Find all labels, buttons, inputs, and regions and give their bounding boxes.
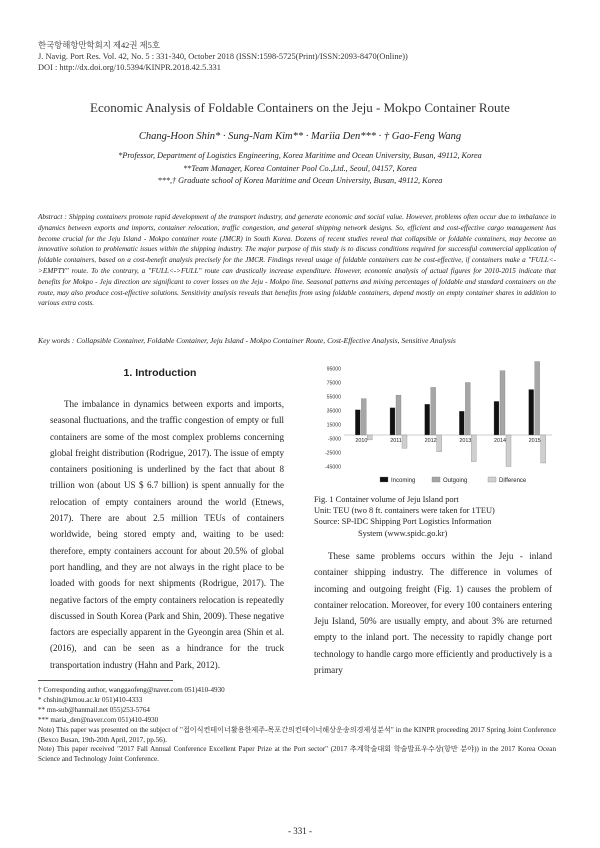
- affiliation-3: ***,† Graduate school of Korea Maritime and Ocean University, Busan, 49112, Korea: [157, 176, 443, 185]
- journal-header: [38, 40, 408, 73]
- legend-label: Outgoing: [443, 478, 468, 484]
- affiliation-1: *Professor, Department of Logistics Engineering, Korea Maritime and Ocean University, Busan, 49112, Korea: [118, 151, 482, 160]
- bar-difference: [367, 435, 372, 440]
- footnote: * chshin@kmou.ac.kr 051)410-4333: [38, 695, 143, 704]
- bar-incoming: [494, 401, 499, 435]
- y-tick-label: 75000: [326, 380, 341, 387]
- x-tick-label: 2015: [528, 438, 541, 444]
- bar-outgoing: [361, 399, 366, 435]
- legend-swatch: [432, 477, 440, 482]
- footnote: Note) This paper received "2017 Fall Annual Conference Excellent Paper Prize at the Port sector" (2017 추계학술대회 학술발표우수상(항만 분야)) in the 2017 Korea Ocean Science and Technology Joint Conference.: [38, 745, 556, 764]
- y-tick-label: -45000: [324, 464, 341, 471]
- right-column: [314, 548, 552, 678]
- bar-outgoing: [465, 383, 470, 436]
- abstract: Abstract : Shipping containers promote rapid development of the transport industry, and generate economic and social value. However, problems often occur due to imbalance in dynamics between exports and imports, container relocation, traffic congestion, and general shipping network designs. So, efficient and cost-effective cargo management has become crucial for the Jeju Island - Mokpo container route (JMCR) in South Korea. Dozens of recent studies reveal that collapsible or foldable containers, may become an innovative solution to problematic issues within the shipping industry. The major purpose of this study is to discuss conditions required for successful commercial application of foldable containers, based on a cost-benefit analysis precisely for the JMCR. Findings reveal usage of foldable containers can be cost-effective, if containers make a "FULL<->EMPTY" route. To the contrary, a "FULL<->FULL" route can drastically increase expenditure. However, economic analysis of actual figures for 2010-2015 indicate that benefits for Mokpo - Jeju direction are significant to cover losses on the Jeju - Mokpo line. Seasonal patterns and mixing percentages of foldable and standard containers on the route, may also produce cost-effective solutions. Sensitivity analysis reveals that benefits from using foldable containers, depend mostly on empty container shares in addition to various extra costs.: [38, 213, 556, 308]
- keywords: Key words : Collapsible Container, Foldable Container, Jeju Island - Mokpo Container Route, Cost-Effective Analysis, Sensitive Analysis: [38, 336, 456, 345]
- figure-unit: Unit: TEU (two 8 ft. containers were taken for 1TEU): [314, 506, 495, 516]
- bar-outgoing: [500, 371, 505, 435]
- bar-difference: [471, 435, 476, 462]
- y-tick-label: 55000: [326, 394, 341, 401]
- x-tick-label: 2013: [459, 438, 472, 444]
- footnote-rule: [38, 680, 173, 681]
- page-number: - 331 -: [288, 826, 312, 836]
- doi-link[interactable]: DOI : http://dx.doi.org/10.5394/KINPR.2018.42.5.331: [38, 63, 221, 72]
- legend-swatch: [380, 477, 388, 482]
- author-list: Chang-Hoon Shin* · Sung-Nam Kim** · Mariia Den*** · † Gao-Feng Wang: [138, 131, 462, 142]
- y-tick-label: -25000: [324, 450, 341, 457]
- figure-source-cont: System (www.spidc.go.kr): [358, 528, 448, 538]
- legend-label: Incoming: [391, 478, 416, 484]
- y-tick-label: 95000: [326, 366, 341, 373]
- footnote: ** mn-sub@hanmail.net 055)253-5764: [38, 705, 150, 714]
- affiliation-2: **Team Manager, Korea Container Pool Co.,Ltd., Seoul, 04157, Korea: [183, 163, 417, 173]
- legend-swatch: [488, 477, 496, 482]
- bar-outgoing: [396, 395, 401, 435]
- bar-difference: [541, 435, 546, 463]
- footnote: † Corresponding author, wanggaofeng@naver.com 051)410-4930: [38, 686, 225, 694]
- journal-korean: 한국항해항만학회지 제42권 제5호: [38, 41, 160, 50]
- figure-caption: Fig. 1 Container volume of Jeju Island port: [314, 495, 459, 504]
- journal-citation: J. Navig. Port Res. Vol. 42, No. 5 : 331-340, October 2018 (ISSN:1598-5725(Print)/ISSN:2093-8470(Online)): [38, 52, 408, 61]
- paragraph: These same problems occurs within the Jeju - inland container shipping industry. The difference in volumes of incoming and outgoing freight (Fig. 1) causes the problem of container relocation. Moreover, for every 100 containers entering Jeju Island, 50% are usually empty, and about 3% are returned empty to the inland port. The necessity to rapidly change port technology to handle cargo more efficiently and productively is a primary: [314, 551, 552, 676]
- figure-source: Source: SP-IDC Shipping Port Logistics Information: [314, 517, 492, 527]
- paper-title: Economic Analysis of Foldable Containers on the Jeju - Mokpo Container Route: [90, 100, 510, 115]
- left-column: [50, 396, 284, 673]
- y-tick-label: -5000: [327, 436, 341, 443]
- container-volume-chart: [310, 352, 556, 486]
- x-tick-label: 2010: [355, 438, 368, 444]
- section-title: 1. Introduction: [123, 367, 197, 379]
- footnotes: [38, 686, 556, 765]
- bar-incoming: [390, 408, 395, 435]
- x-tick-label: 2011: [390, 438, 402, 444]
- bar-difference: [437, 435, 442, 452]
- figure-caption-block: [314, 494, 495, 539]
- footnote: Note) This paper was presented on the subject of "접이식컨테이너활용한제주-목포간의컨테이너해상운송의경제성분석" in the KINPR proceeding 2017 Spring Joint Conference (Bexco Busan, 19th-20th April, 2017, pp.56).: [38, 725, 556, 744]
- paragraph: The imbalance in dynamics between exports and imports, seasonal fluctuations, and the traffic congestion of empty or full containers are some of the most complex problems concerning global freight distribution (Rodrigue, 2017). The issue of empty containers positioning is underlined by the fact that about 8 trillion won (about US $ 6.7 billion) is spent annually for the relocation of empty containers around the world (Etnews, 2017). There are about 2.5 million TEUs of containers worldwide, being stored empty and, waiting to be used: therefore, empty containers account for about 20.5% of global port handling, and they are not always in the right place to be loaded with goods for next shipments (Rodrigue, 2017). The negative factors of the empty containers relocation is repeatedly discussed in South Korea (Park and Shin, 2009). These negative factors are especially apparent in the Gyeongin area (Shin et al.(2016), and can be seen as a hindrance for the truck transportation industry (Hahn and Park, 2012).: [50, 399, 284, 670]
- legend-label: Difference: [499, 478, 527, 484]
- bar-incoming: [459, 411, 464, 435]
- bar-incoming: [529, 390, 534, 436]
- bar-incoming: [425, 404, 430, 435]
- x-tick-label: 2012: [424, 438, 437, 444]
- x-tick-label: 2014: [494, 438, 506, 444]
- affiliations: [0, 150, 600, 188]
- bar-difference: [402, 435, 407, 448]
- footnote: *** maria_den@naver.com 051)410-4930: [38, 715, 159, 724]
- bar-incoming: [355, 410, 360, 435]
- y-tick-label: 15000: [326, 422, 341, 429]
- bar-difference: [506, 435, 511, 467]
- y-tick-label: 35000: [326, 408, 341, 415]
- bar-outgoing: [535, 362, 540, 436]
- bar-outgoing: [431, 387, 436, 435]
